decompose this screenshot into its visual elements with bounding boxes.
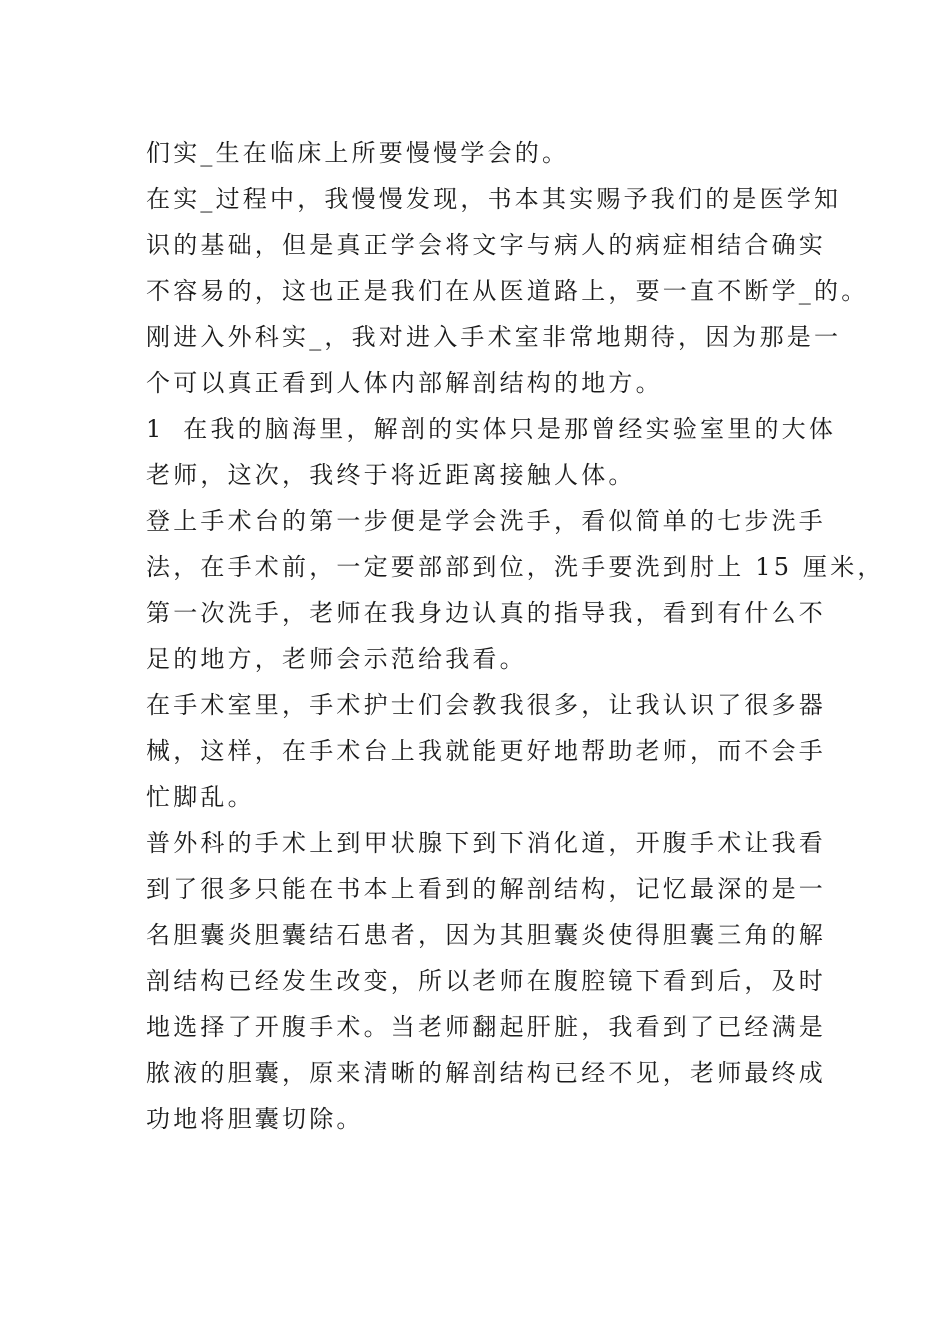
list-number: 1 xyxy=(146,415,162,443)
text-line: 不容易的，这也正是我们在从医道路上，要一直不断学_的。 xyxy=(146,277,869,305)
text-line: 名胆囊炎胆囊结石患者，因为其胆囊炎使得胆囊三角的解 xyxy=(146,921,826,949)
text-line: 法，在手术前，一定要部部到位，洗手要洗到肘上 15 厘米， xyxy=(146,553,885,581)
text-line: 个可以真正看到人体内部解剖结构的地方。 xyxy=(146,369,663,397)
text-line: 老师，这次，我终于将近距离接触人体。 xyxy=(146,461,636,489)
text-line: 地选择了开腹手术。当老师翻起肝脏，我看到了已经满是 xyxy=(146,1013,826,1041)
text-line: 普外科的手术上到甲状腺下到下消化道，开腹手术让我看 xyxy=(146,829,826,857)
text-line: 脓液的胆囊，原来清晰的解剖结构已经不见，老师最终成 xyxy=(146,1059,826,1087)
text-line: 足的地方，老师会示范给我看。 xyxy=(146,645,527,673)
text-line: 识的基础，但是真正学会将文字与病人的病症相结合确实 xyxy=(146,231,826,259)
text-line: 忙脚乱。 xyxy=(146,783,255,811)
text-line: 功地将胆囊切除。 xyxy=(146,1105,364,1133)
document-body xyxy=(146,133,885,1145)
text-line: 第一次洗手，老师在我身边认真的指导我，看到有什么不 xyxy=(146,599,826,627)
text-line: 在我的脑海里，解剖的实体只是那曾经实验室里的大体 xyxy=(183,415,837,443)
text-line: 刚进入外科实_，我对进入手术室非常地期待，因为那是一 xyxy=(146,323,842,351)
text-line: 到了很多只能在书本上看到的解剖结构，记忆最深的是一 xyxy=(146,875,826,903)
text-line: 在手术室里，手术护士们会教我很多，让我认识了很多器 xyxy=(146,691,826,719)
numbered-line xyxy=(146,409,846,455)
text-line: 械，这样，在手术台上我就能更好地帮助老师，而不会手 xyxy=(146,737,826,765)
text-line: 们实_生在临床上所要慢慢学会的。 xyxy=(146,139,570,167)
text-line: 在实_过程中，我慢慢发现，书本其实赐予我们的是医学知 xyxy=(146,185,842,213)
text-line: 剖结构已经发生改变，所以老师在腹腔镜下看到后，及时 xyxy=(146,967,826,995)
text-line: 登上手术台的第一步便是学会洗手，看似简单的七步洗手 xyxy=(146,507,826,535)
